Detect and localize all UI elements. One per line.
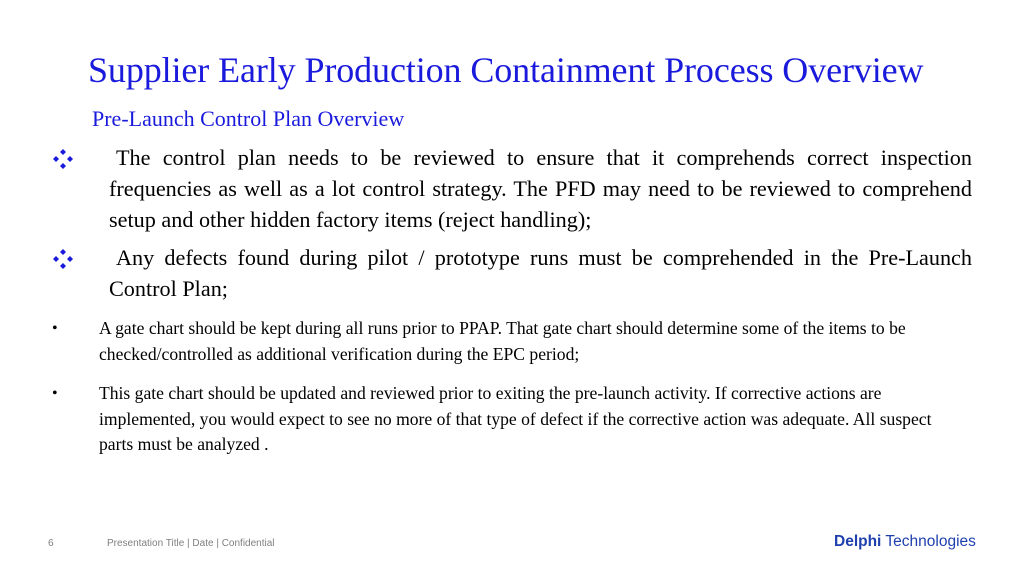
footer-text: Presentation Title | Date | Confidential (107, 538, 275, 549)
bullet-marker: • (52, 385, 58, 402)
bullet-text: A gate chart should be kept during all runs prior to PPAP. That gate chart should determine some of the items to be checked/controlled as additional verification during the EPC period; (99, 318, 906, 364)
bullet-marker: • (52, 320, 58, 337)
diamond-cluster-icon (50, 148, 76, 170)
diamond-bullet-text: Any defects found during pilot / prototype runs must be comprehended in the Pre-Launch Control Plan; (109, 245, 972, 301)
slide-subtitle: Pre-Launch Control Plan Overview (92, 106, 405, 131)
diamond-cluster-icon (50, 248, 76, 270)
diamond-bullet-text: The control plan needs to be reviewed to ensure that it comprehends correct inspection frequencies as well as a lot control strategy. The PFD may need to be reviewed to comprehend setup and other hidden factory items (reject handling); (109, 145, 972, 232)
delphi-technologies-logo (834, 533, 976, 551)
slide-title: Supplier Early Production Containment Process Overview (88, 50, 924, 90)
bullet-text: This gate chart should be updated and reviewed prior to exiting the pre-launch activity. If corrective actions are implemented, you would expect to see no more of that type of defect if the corrective action was adequate. All suspect parts must be analyzed . (99, 383, 932, 454)
page-number: 6 (48, 538, 54, 549)
logo-regular-text: Technologies (885, 533, 976, 550)
logo-bold-text: Delphi (834, 533, 882, 550)
